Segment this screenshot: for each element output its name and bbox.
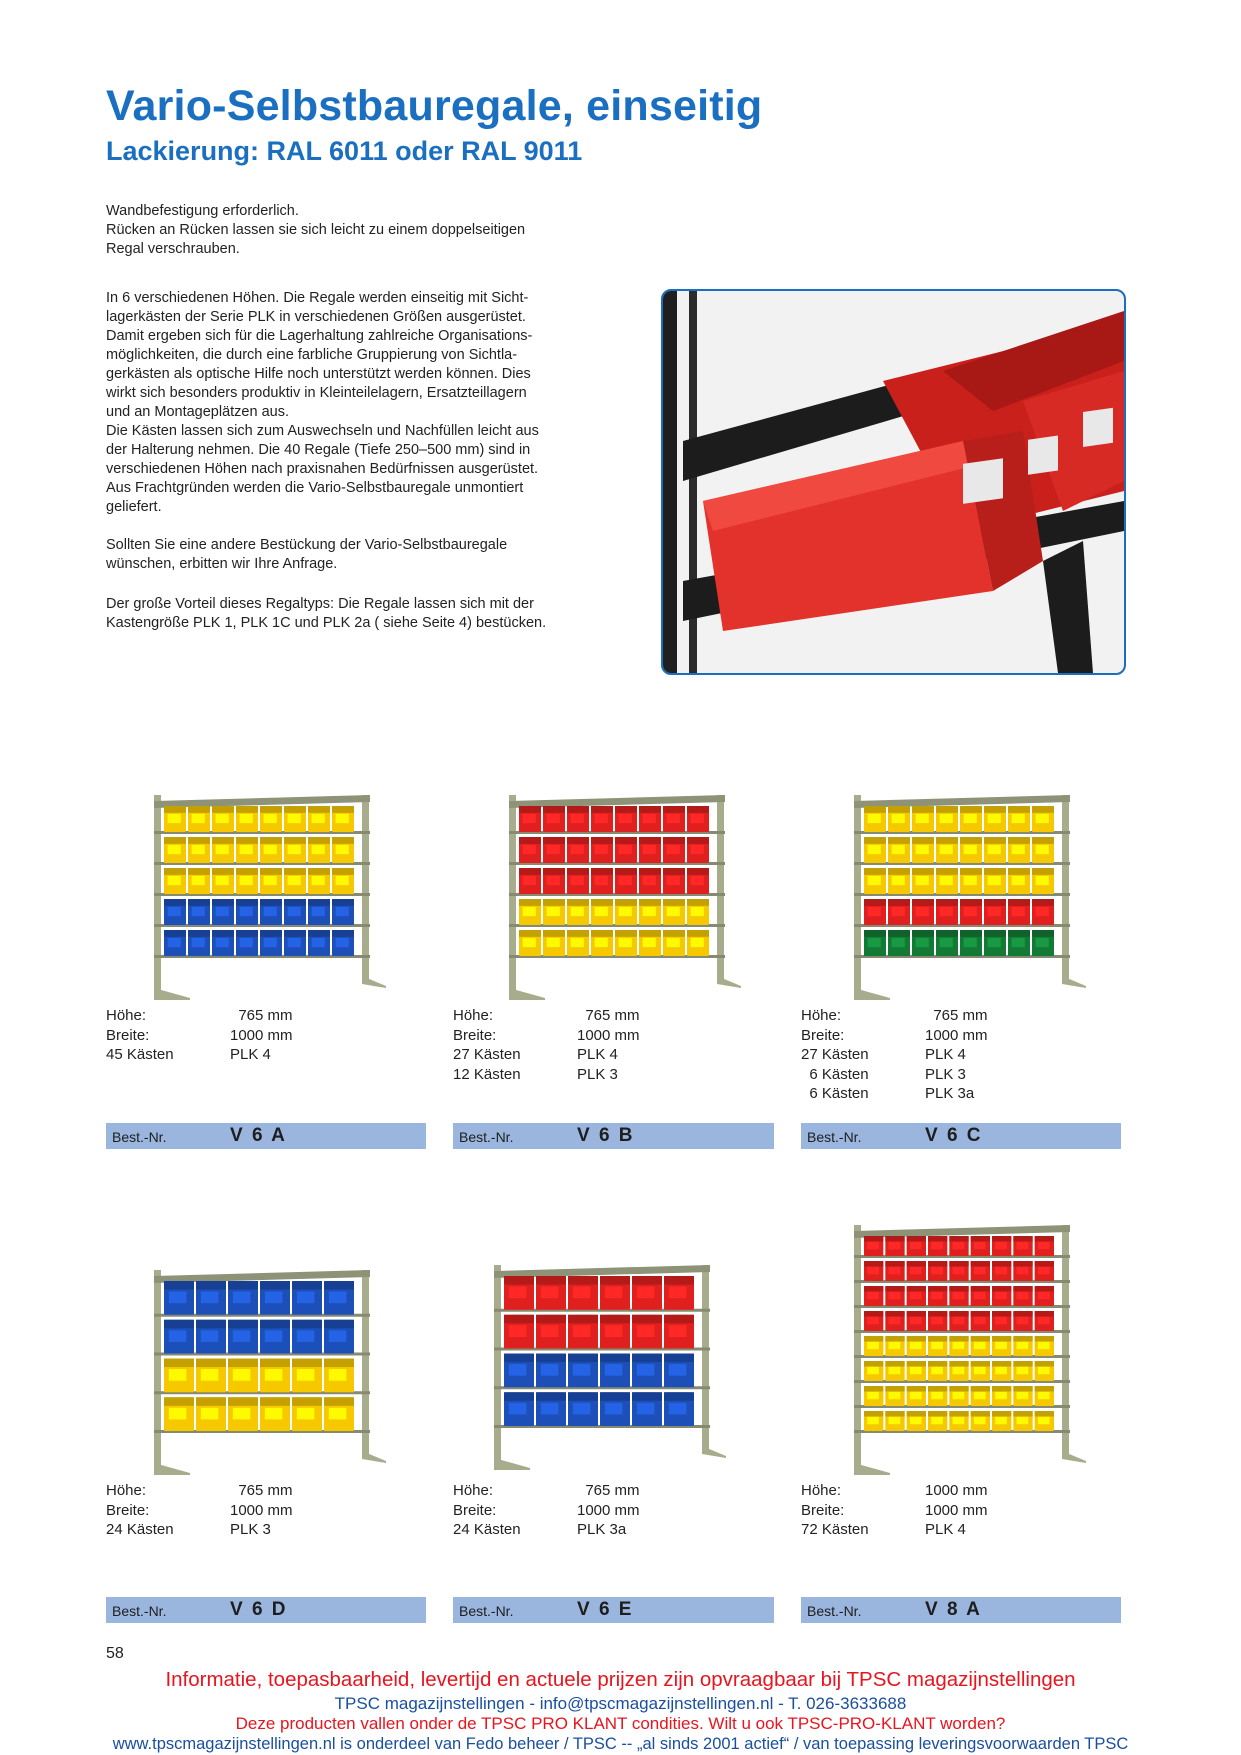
rack-image-v6b [505,795,745,1000]
page-title: Vario-Selbstbauregale, einseitig [106,82,763,130]
rack-image-v8a [850,1225,1090,1475]
rack-image-v6c [850,795,1090,1000]
order-number-bar-v6a: Best.-Nr. V 6 A [106,1123,426,1149]
order-number-bar-v6e: Best.-Nr. V 6 E [453,1597,774,1623]
rack-image-v6d [150,1270,390,1475]
order-number-bar-v6d: Best.-Nr. V 6 D [106,1597,426,1623]
request-paragraph: Sollten Sie eine andere Bestückung der Vario-Selbstbauregale wünschen, erbitten wir Ihre Anfrage. [106,537,508,572]
product-photo [661,289,1126,675]
page-number: 58 [106,1645,124,1662]
product-photo-illustration [663,291,1124,673]
footer-pro-klant-line: Deze producten vallen onder de TPSC PRO KLANT condities. Wilt u ook TPSC-PRO-KLANT worden? [235,1714,1006,1733]
order-number-bar-v6b: Best.-Nr. V 6 B [453,1123,774,1149]
footer-info-line: Informatie, toepasbaarheid, levertijd en actuele prijzen zijn opvraagbaar bij TPSC magazijnstellingen [165,1668,1076,1691]
advantage-paragraph: Der große Vorteil dieses Regaltyps: Die Regale lassen sich mit der Kastengröße PLK 1, PLK 1C und PLK 2a ( siehe Seite 4) bestücken. [106,596,547,631]
footer-company-line: www.tpscmagazijnstellingen.nl is onderdeel van Fedo beheer / TPSC -- „al sinds 2001 actief“ / van toepassing leveringsvoorwaarden TPSC [112,1735,1129,1753]
order-number-bar-v6c: Best.-Nr. V 6 C [801,1123,1121,1149]
rack-image-v6a [150,795,390,1000]
description-paragraph: In 6 verschiedenen Höhen. Die Regale werden einseitig mit Sicht- lagerkästen der Serie PLK in verschiedenen Größen ausgerüstet. Damit ergeben sich für die Lagerhaltung zahlreiche Organisations- möglichkeiten, die durch eine farbliche Gruppierung von Sichtla- gerkästen als optische Hilfe noch unterstützt werden können. Dies wirkt sich besonders produktiv in Kleinteilelagern, Ersatzteillagern und an Montageplätzen aus. Die Kästen lassen sich zum Auswechseln und Nachfüllen leicht aus der Halterung nehmen. Die 40 Regale (Tiefe 250–500 mm) sind in verschiedenen Höhen nach praxisnahen Bedürfnissen ausgerüstet. Aus Frachtgründen werden die Vario-Selbstbauregale unmontiert geliefert. [106,290,539,515]
page-subtitle: Lackierung: RAL 6011 oder RAL 9011 [106,136,583,166]
footer-contact-line: TPSC magazijnstellingen - info@tpscmagazijnstellingen.nl - T. 026-3633688 [334,1694,907,1713]
rack-image-v6e [490,1265,730,1470]
intro-paragraph: Wandbefestigung erforderlich. Rücken an Rücken lassen sie sich leicht zu einem doppelseitigen Regal verschrauben. [106,203,526,257]
order-number-bar-v8a: Best.-Nr. V 8 A [801,1597,1121,1623]
